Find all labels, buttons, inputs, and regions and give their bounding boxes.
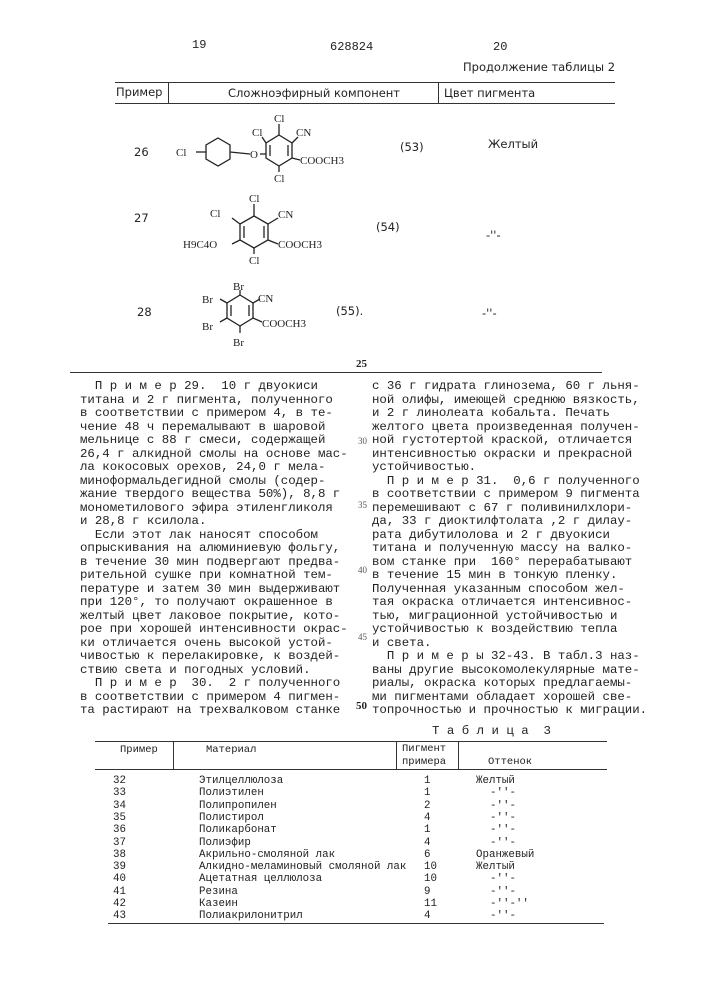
text-line: чивостью к перелакировке, к воздей- — [80, 650, 350, 664]
structure-53 — [196, 124, 300, 172]
left-text-column — [80, 380, 350, 718]
cell-example: 39 — [113, 861, 126, 873]
table3-row — [0, 873, 707, 885]
patent-number: 628824 — [330, 40, 373, 54]
table3-row — [0, 886, 707, 898]
text-line: мельнице с 88 г смеси, содержащей — [80, 434, 350, 448]
table3-top-rule — [95, 741, 607, 742]
atom-label: COOCH3 — [278, 239, 323, 251]
atom-label: Cl — [274, 173, 284, 185]
text-line: устойчивостью к воздействию тепла — [372, 623, 642, 637]
text-line: 26,4 г алкидной смолы на основе мас- — [80, 448, 350, 462]
text-line: Полученная указанным способом жел- — [372, 583, 642, 597]
table2-example-number: 27 — [134, 211, 149, 225]
cell-pigment: 1 — [424, 787, 430, 799]
text-line: рое при хорошей интенсивности окрас- — [80, 623, 350, 637]
text-line: в соответствии с примером 4 пигмен- — [80, 691, 350, 705]
cell-example: 37 — [113, 837, 126, 849]
cell-pigment: 9 — [424, 886, 430, 898]
cell-material: Акрильно-смоляной лак — [199, 849, 335, 861]
table2-caption: Продолжение таблицы 2 — [463, 60, 615, 74]
cell-shade: -''- — [490, 812, 516, 824]
pigment-color: -''- — [486, 228, 501, 242]
cell-example: 42 — [113, 898, 126, 910]
cell-shade: -''- — [490, 873, 516, 885]
atom-label: Cl — [176, 147, 186, 159]
line-number: 25 — [356, 358, 367, 370]
text-line: рительной сушке при комнатной тем- — [80, 569, 350, 583]
cell-material: Ацетатная целлюлоза — [199, 873, 322, 885]
text-line: в соответствии с примером 4, в те- — [80, 407, 350, 421]
text-line: П р и м е р 29. 10 г двуокиси — [80, 380, 350, 394]
cell-shade: Желтый — [476, 775, 515, 787]
cell-material: Полиэфир — [199, 837, 251, 849]
text-line: топрочностью и прочностью к миграции. — [372, 704, 642, 718]
text-line: опрыскивания на алюминиевую фольгу, — [80, 542, 350, 556]
text-line: ваны другие высокомолекулярные мате- — [372, 664, 642, 678]
table3-row — [0, 787, 707, 799]
atom-label: CN — [278, 209, 293, 221]
cell-example: 36 — [113, 824, 126, 836]
formula-number: (55). — [336, 304, 363, 318]
text-line: та растирают на трехвалковом станке — [80, 704, 350, 718]
cell-material: Полиакрилонитрил — [199, 910, 303, 922]
table3-row — [0, 824, 707, 836]
atom-label: Br — [202, 321, 213, 333]
atom-label: COOCH3 — [300, 155, 345, 167]
atom-label: CN — [258, 293, 273, 305]
cell-example: 40 — [113, 873, 126, 885]
text-line: желтый цвет лаковое покрытие, кото- — [80, 610, 350, 624]
table3-bottom-rule — [108, 923, 604, 924]
atom-label: Cl — [249, 193, 259, 205]
table3-header-pigment: Пигмент — [402, 743, 446, 755]
text-line: интенсивностью окраски и прекрасной — [372, 448, 642, 462]
text-line: перемешивают с 67 г поливинилхлори- — [372, 502, 642, 516]
text-line: ной олифы, имеющей среднюю вязкость, — [372, 394, 642, 408]
chemical-structures — [0, 0, 707, 370]
text-line: П р и м е р ы 32-43. В табл.3 наз- — [372, 650, 642, 664]
line-number: 50 — [356, 700, 367, 712]
cell-shade: -''- — [490, 886, 516, 898]
formula-number: (54) — [376, 220, 400, 234]
table3-col-divider — [173, 741, 174, 769]
cell-shade: -''- — [490, 910, 516, 922]
cell-example: 34 — [113, 800, 126, 812]
text-line: и света. — [372, 637, 642, 651]
cell-material: Этилцеллюлоза — [199, 775, 283, 787]
cell-shade: Желтый — [476, 861, 515, 873]
cell-example: 43 — [113, 910, 126, 922]
cell-material: Казеин — [199, 898, 238, 910]
atom-label: CN — [296, 127, 311, 139]
text-line: и 28,8 г ксилола. — [80, 515, 350, 529]
pigment-color: -''- — [482, 306, 497, 320]
cell-pigment: 6 — [424, 849, 430, 861]
table3-row — [0, 910, 707, 922]
section-rule — [70, 372, 602, 373]
text-line: желтого цвета произведенная получен- — [372, 421, 642, 435]
cell-shade: -''- — [490, 787, 516, 799]
cell-example: 32 — [113, 775, 126, 787]
text-line: и 2 г линолеата кобальта. Печать — [372, 407, 642, 421]
atom-label: Cl — [274, 113, 284, 125]
atom-label: Cl — [249, 255, 259, 267]
text-line: ствию света и погодных условий. — [80, 664, 350, 678]
cell-pigment: 10 — [424, 873, 437, 885]
atom-label: COOCH3 — [262, 318, 307, 330]
cell-material: Резина — [199, 886, 238, 898]
cell-pigment: 10 — [424, 861, 437, 873]
text-line: титана и 2 г пигмента, полученного — [80, 394, 350, 408]
line-number: 30 — [358, 436, 367, 446]
table3-header-pigment: примера — [402, 756, 446, 768]
text-line: Если этот лак наносят способом — [80, 529, 350, 543]
atom-label: Cl — [210, 208, 220, 220]
table3-header-example: Пример — [120, 744, 158, 756]
cell-shade: -''- — [490, 824, 516, 836]
atom-label: Br — [202, 294, 213, 306]
formula-number: (53) — [400, 140, 424, 154]
text-line: пературе и затем 30 мин выдерживают — [80, 583, 350, 597]
text-line: устойчивостью. — [372, 461, 642, 475]
cell-example: 41 — [113, 886, 126, 898]
patent-page — [0, 0, 707, 1000]
text-line: да, 33 г диоктилфтолата ,2 г дилау- — [372, 515, 642, 529]
table3-row — [0, 775, 707, 787]
cell-pigment: 4 — [424, 812, 430, 824]
text-line: в течение 15 мин в тонкую пленку. — [372, 569, 642, 583]
table3-row — [0, 812, 707, 824]
text-line: тью, миграционной устойчивостью и — [372, 610, 642, 624]
table3-row — [0, 800, 707, 812]
cell-shade: -''- — [490, 800, 516, 812]
line-number: 45 — [358, 632, 367, 642]
text-line: миноформальдегидной смолы (содер- — [80, 475, 350, 489]
cell-material: Поликарбонат — [199, 824, 277, 836]
text-line: в течение 30 мин подвергают предва- — [80, 556, 350, 570]
pigment-color: Желтый — [488, 137, 538, 151]
atom-label: O — [250, 149, 258, 161]
cell-material: Полиэтилен — [199, 787, 264, 799]
text-line: с 36 г гидрата глинозема, 60 г льня- — [372, 380, 642, 394]
cell-material: Полистирол — [199, 812, 264, 824]
text-line: жание твердого вещества 50%), 8,8 г — [80, 488, 350, 502]
table2-header-color: Цвет пигмента — [444, 86, 535, 100]
text-line: П р и м е р 31. 0,6 г полученного — [372, 475, 642, 489]
text-line: в соответствии с примером 9 пигмента — [372, 488, 642, 502]
line-number: 40 — [358, 565, 367, 575]
atom-label: H9C4O — [183, 239, 217, 251]
cell-example: 38 — [113, 849, 126, 861]
table3-header-material: Материал — [206, 744, 256, 756]
text-line: рата дибутилолова и 2 г двуокиси — [372, 529, 642, 543]
table3-col-divider — [458, 741, 459, 769]
cell-pigment: 11 — [424, 898, 437, 910]
text-line: риалы, окраска которых предлагаемы- — [372, 677, 642, 691]
page-number-right: 20 — [493, 40, 507, 54]
cell-material: Полипропилен — [199, 800, 277, 812]
text-line: П р и м е р 30. 2 г полученного — [80, 677, 350, 691]
text-line: вом станке при 160° перерабатывают — [372, 556, 642, 570]
cell-shade: -''-'' — [490, 898, 529, 910]
line-number: 35 — [358, 500, 367, 510]
table3-col-divider — [396, 741, 397, 769]
text-line: ки отличается очень высокой устой- — [80, 637, 350, 651]
right-text-column — [372, 380, 642, 718]
cell-pigment: 2 — [424, 800, 430, 812]
atom-label: Br — [233, 337, 244, 349]
page-number-left: 19 — [192, 38, 206, 52]
cell-material: Алкидно-меламиновый смоляной лак — [199, 861, 406, 873]
table3-row — [0, 861, 707, 873]
text-line: ной густотертой краской, отличается — [372, 434, 642, 448]
table3-caption: Т а б л и ц а 3 — [432, 724, 551, 738]
cell-shade: -''- — [490, 837, 516, 849]
text-line: тая окраска отличается интенсивнос- — [372, 596, 642, 610]
table2-example-number: 26 — [134, 145, 149, 159]
text-line: ла кокосовых орехов, 24,0 г мела- — [80, 461, 350, 475]
cell-example: 33 — [113, 787, 126, 799]
atom-label: Br — [233, 281, 244, 293]
text-line: ми пигментами обладает хорошей све- — [372, 691, 642, 705]
table3-row — [0, 898, 707, 910]
table2-example-number: 28 — [137, 305, 152, 319]
table2-header-example: Пример — [116, 85, 162, 99]
atom-label: Cl — [252, 127, 262, 139]
structure-55 — [220, 290, 262, 333]
table3-row — [0, 837, 707, 849]
cell-pigment: 4 — [424, 837, 430, 849]
table3-row — [0, 849, 707, 861]
text-line: чение 48 ч перемалывают в шаровой — [80, 421, 350, 435]
structure-54 — [232, 204, 278, 254]
cell-example: 35 — [113, 812, 126, 824]
cell-pigment: 1 — [424, 775, 430, 787]
cell-pigment: 4 — [424, 910, 430, 922]
text-line: при 120°, то получают окрашенное в — [80, 596, 350, 610]
table3-header-shade: Оттенок — [488, 756, 532, 768]
text-line: монометилового эфира этиленгликоля — [80, 502, 350, 516]
cell-shade: Оранжевый — [476, 849, 534, 861]
cell-pigment: 1 — [424, 824, 430, 836]
text-line: титана и полученную массу на валко- — [372, 542, 642, 556]
table2-header-component: Сложноэфирный компонент — [228, 86, 400, 100]
table3-header-rule — [95, 769, 607, 770]
